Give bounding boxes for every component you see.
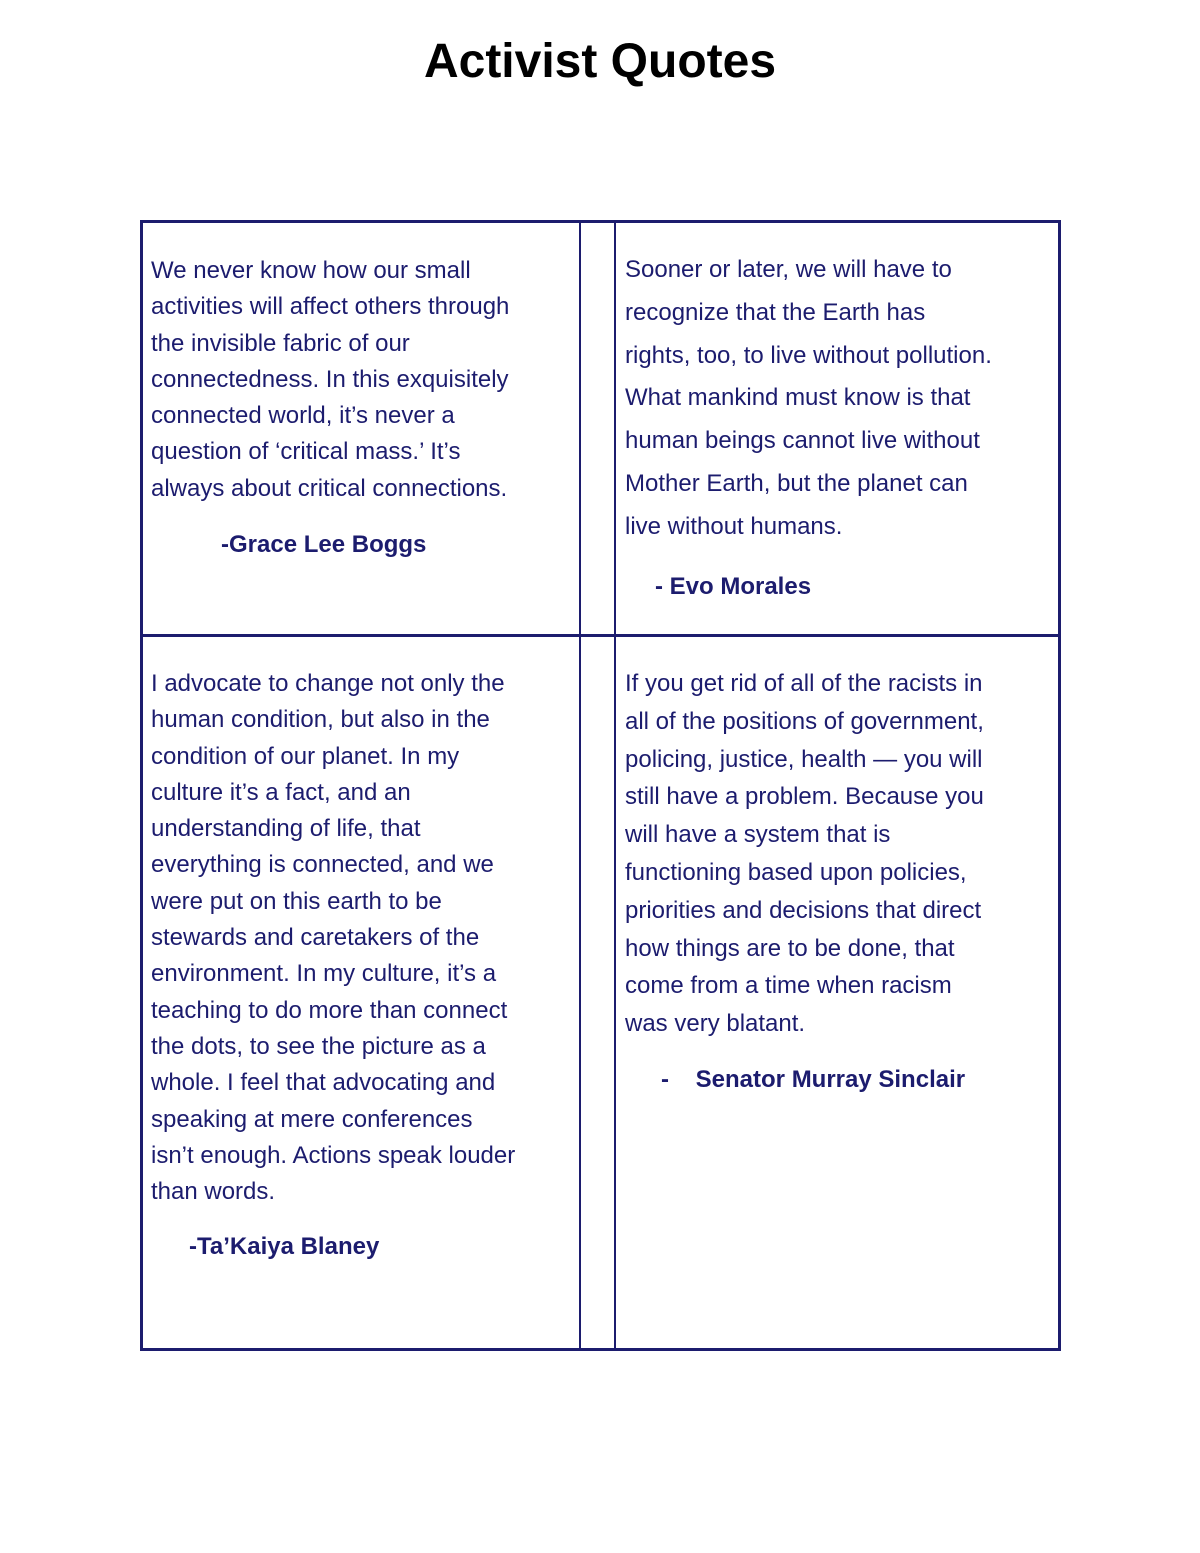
quote-cell-evo-morales <box>625 249 1055 605</box>
table-border-top <box>140 220 1061 223</box>
quote-text: If you get rid of all of the racists in all of the positions of government, policing, justice, health — you will still have a problem. Because you will have a system that is functioning based upon policies, priorities and decisions that direct how things are to be done, that come from a time when racism was very blatant. <box>625 670 984 1038</box>
quote-author: -Ta’Kaiya Blaney <box>189 1233 380 1261</box>
page-title: Activist Quotes <box>423 35 777 88</box>
quote-text: We never know how our small activities will affect others through the invisible fabric of our connectedness. In this exquisitely connected world, it’s never a question of ‘critical mass.’ It’s always about critical connections. <box>151 257 510 502</box>
table-border-bottom <box>140 1348 1061 1351</box>
table-border-left <box>140 220 143 1351</box>
quote-author: - Senator Murray Sinclair <box>661 1065 966 1093</box>
quote-text: I advocate to change not only the human condition, but also in the condition of our planet. In my culture it’s a fact, and an understanding of life, that everything is connected, and we were put on this earth to be stewards and caretakers of the environment. In my culture, it’s a teaching to do more than connect the dots, to see the picture as a whole. I feel that advocating and speaking at mere conferences isn’t enough. Actions speak louder than words. <box>151 670 516 1206</box>
quote-author: -Grace Lee Boggs <box>221 531 427 559</box>
table-gutter-left <box>579 220 581 1351</box>
table-gutter-right <box>614 220 616 1351</box>
quote-cell-grace-lee-boggs <box>151 253 576 563</box>
quote-author: - Evo Morales <box>655 572 812 600</box>
quote-text: Sooner or later, we will have to recognize that the Earth has rights, too, to live without pollution. What mankind must know is that human beings cannot live without Mother Earth, but the planet can live without humans. <box>625 256 992 540</box>
quote-cell-murray-sinclair <box>625 665 1055 1098</box>
table-row-divider <box>140 634 1061 637</box>
table-border-right <box>1058 220 1061 1351</box>
quote-cell-takaiya-blaney <box>151 666 576 1265</box>
